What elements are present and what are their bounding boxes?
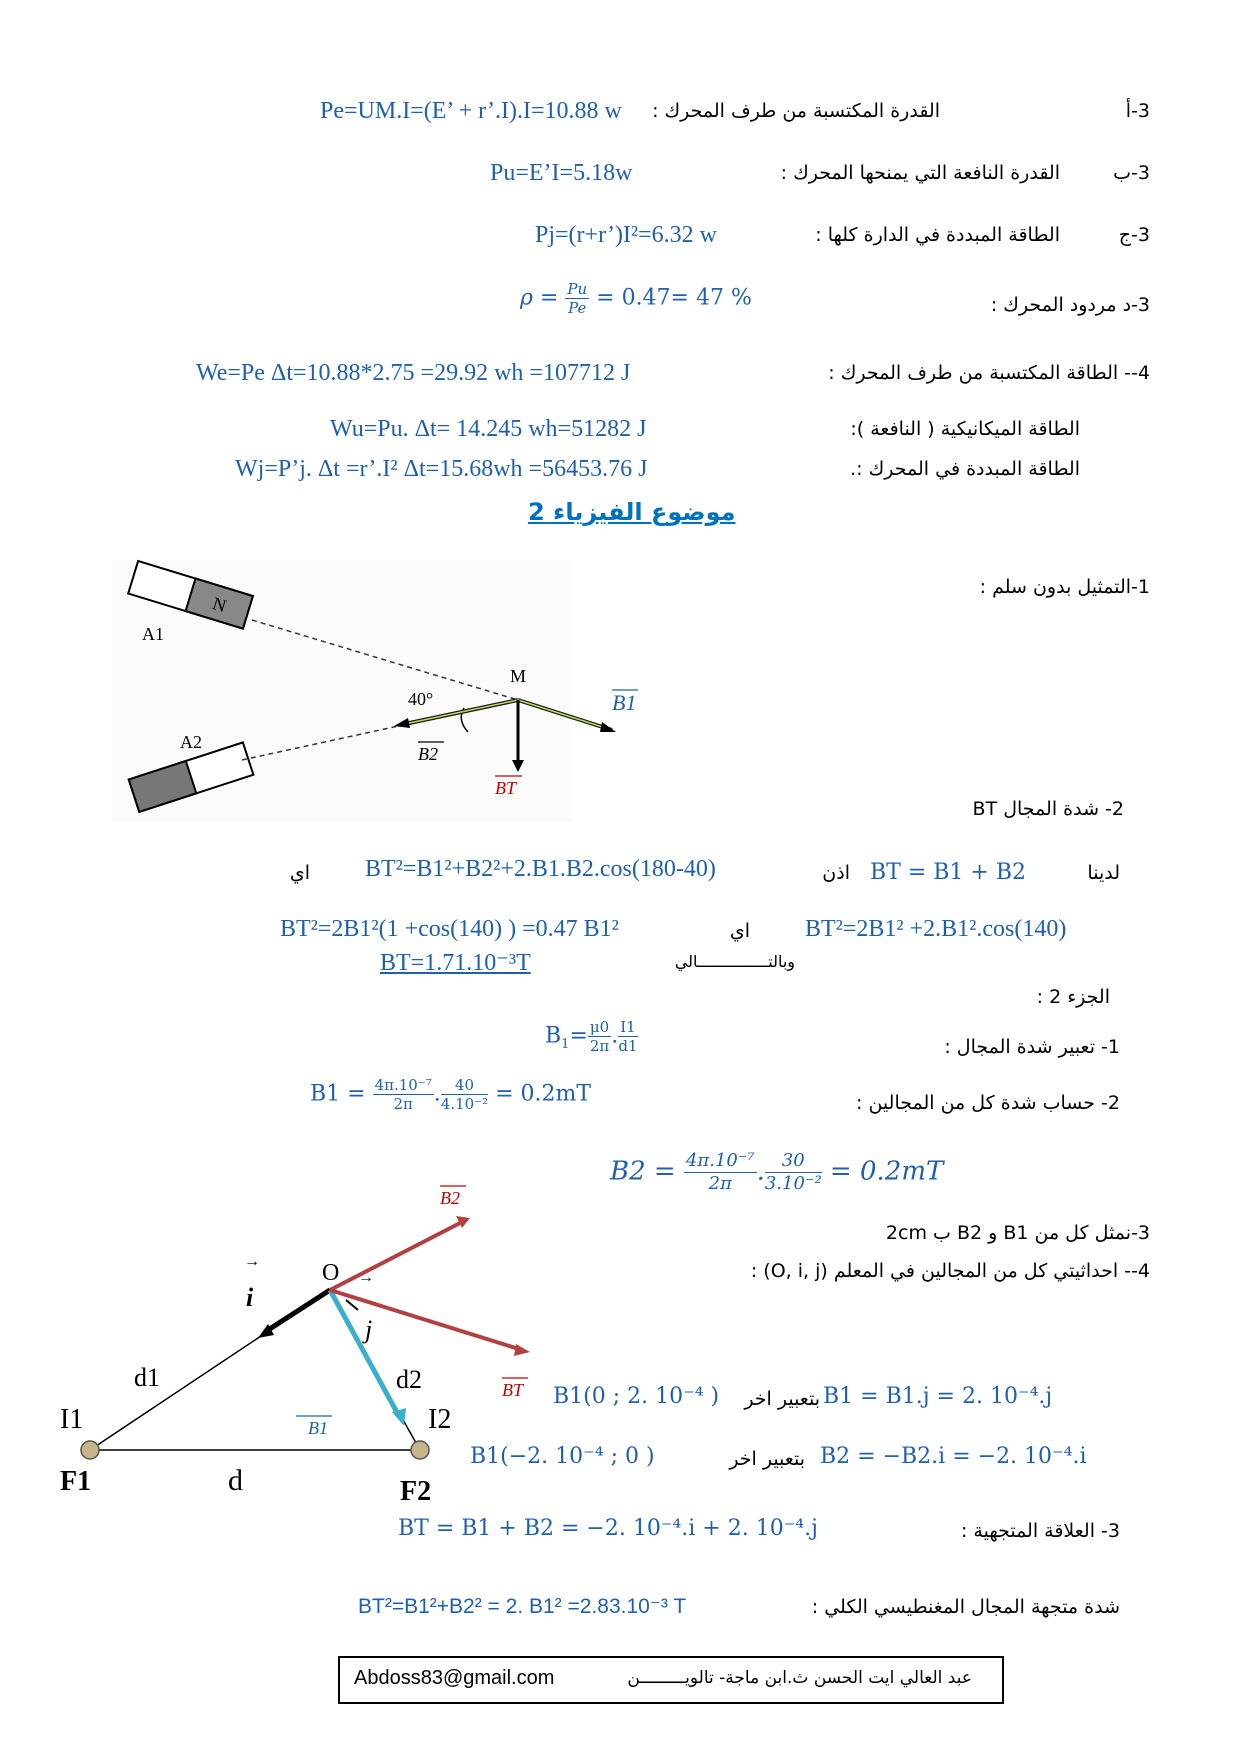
- svg-text:→: →: [358, 1269, 374, 1286]
- p2-wabilt: وبالتـــــــــــــــالي: [674, 952, 795, 971]
- p2-p6-eq: BT²=B1²+B2² = 2. B1² =2.83.10⁻³ T: [358, 1595, 687, 1618]
- label-n: N: [210, 593, 229, 617]
- label-b2: B2: [418, 744, 438, 764]
- p2-b1-vec: B1 = B1.j = 2. 10⁻⁴.j: [823, 1384, 1053, 1409]
- p2-p2-text: 2- حساب شدة كل من المجالين :: [856, 1092, 1120, 1114]
- label-i2: I2: [428, 1404, 452, 1435]
- label-bt: BT: [495, 778, 517, 798]
- wires-figure: [60, 1160, 570, 1520]
- label-d: d: [228, 1464, 243, 1497]
- p2-p3-text: 3-نمثل كل من B1 و B2 ب 2cm: [885, 1222, 1150, 1244]
- q4-eq: We=Pe Δt=10.88*2.75 =29.92 wh =107712 J: [196, 360, 631, 386]
- label-a2: A2: [180, 732, 202, 752]
- p2-idhan: اذن: [822, 862, 850, 884]
- label-d2: d2: [396, 1365, 422, 1394]
- p2-p4-text: 4-- احداثيتي كل من المجالين في المعلم (O, i, j) :: [750, 1260, 1150, 1282]
- wire-i1: [81, 1441, 99, 1459]
- q3a-eq: Pe=UM.I=(E’ + r’.I).I=10.88 w: [320, 98, 622, 124]
- p2-p5-text: 3- العلاقة المتجهية :: [960, 1520, 1120, 1542]
- p2-eq3: BT²=2B1²(1 +cos(140) ) =0.47 B1²: [280, 916, 619, 942]
- p2-b1-coord: B1(0 ; 2. 10⁻⁴ ): [553, 1384, 720, 1409]
- p2-p2-eq-b2: B2 = $\frac{\text{4π.10⁻⁷}}{2\pi}$ . $\frac{30}{\text{3.10⁻²}}$ = 0.2mT: [610, 1150, 944, 1194]
- label-f1: F1: [60, 1466, 92, 1497]
- p2-p2-eq-b1: B1 = $\frac{\text{4π.10⁻⁷}}{2\pi}$ . $\frac{40}{\text{4.10⁻²}}$ = 0.2mT: [310, 1076, 592, 1113]
- label-o: O: [322, 1260, 340, 1286]
- q3b-eq: Pu=E’I=5.18w: [490, 160, 633, 186]
- p2-ay1: اي: [289, 862, 310, 884]
- footer-email: Abdoss83@gmail.com: [354, 1667, 555, 1689]
- p2-b2-coord: B1(−2. 10⁻⁴ ; 0 ): [470, 1444, 655, 1469]
- juz2: الجزء 2 :: [1036, 986, 1110, 1008]
- footer-box: [338, 1656, 1004, 1704]
- footer-author: عبد العالي ايت الحسن ث.ابن ماجة- تالويـــــــــن: [627, 1668, 972, 1688]
- p2-p6-text: شدة متجهة المجال المغنطيسي الكلي :: [811, 1596, 1120, 1618]
- p2-eq2: BT²=2B1² +2.B1².cos(140): [805, 916, 1067, 942]
- q3a-text: القدرة المكتسبة من طرف المحرك :: [652, 100, 940, 122]
- label-i: i: [246, 1283, 254, 1312]
- q3c-label: 3-ج: [1118, 224, 1150, 246]
- q3d-text: 3-د مردود المحرك :: [990, 294, 1150, 316]
- label-b1-cyan: B1: [308, 1418, 328, 1438]
- p2-b1-expr: بتعبير اخر: [744, 1388, 820, 1410]
- p2-vec-sum: BT = B1 + B2: [870, 860, 1027, 885]
- p2-ladina: لدينا: [1087, 862, 1120, 884]
- vector-i: [265, 1290, 330, 1332]
- label-bt-red: BT: [502, 1380, 524, 1400]
- wire-i2: [411, 1441, 429, 1459]
- q3b-text: القدرة النافعة التي يمنحها المحرك :: [780, 162, 1060, 184]
- svg-text:→: →: [244, 1253, 260, 1270]
- p2-p1-text: 1- تعبير شدة المجال :: [944, 1036, 1120, 1058]
- q4b-text: الطاقة الميكانيكية ( النافعة ):: [850, 418, 1080, 440]
- p2-eq1: BT²=B1²+B2²+2.B1.B2.cos(180-40): [365, 856, 716, 882]
- magnets-figure: [112, 560, 637, 822]
- label-f2: F2: [400, 1476, 432, 1507]
- label-m: M: [510, 666, 527, 686]
- p2-q2: 2- شدة المجال BT: [972, 798, 1124, 820]
- q3c-text: الطاقة المبددة في الدارة كلها :: [815, 224, 1060, 246]
- p2-q1: 1-التمثيل بدون سلم :: [979, 576, 1150, 598]
- p2-p1-eq: $B_1=$ $\frac{\mu 0}{2\pi}$ . $\frac{I1}{d1}$: [545, 1018, 638, 1055]
- q4c-eq: Wj=P’j. Δt =r’.I² Δt=15.68wh =56453.76 J: [235, 456, 648, 482]
- p2-result: BT=1.71.10⁻³T: [380, 950, 531, 976]
- p2-b2-expr: بتعبير اخر: [729, 1448, 805, 1470]
- label-b2-red: B2: [440, 1188, 460, 1208]
- q3a-label: 3-أ: [1125, 100, 1150, 122]
- label-b1: B1: [612, 690, 637, 715]
- q4-text: 4-- الطاقة المكتسبة من طرف المحرك :: [828, 362, 1150, 384]
- p2-b2-vec: B2 = −B2.i = −2. 10⁻⁴.i: [820, 1444, 1087, 1469]
- label-i1: I1: [60, 1404, 84, 1435]
- part2-title: موضوع الفيزياء 2: [528, 498, 736, 526]
- vector-b2-red: [330, 1222, 462, 1290]
- q4c-text: الطاقة المبددة في المحرك :.: [850, 458, 1080, 480]
- label-j: j: [365, 1315, 373, 1344]
- q4b-eq: Wu=Pu. Δt= 14.245 wh=51282 J: [330, 416, 647, 442]
- q3b-label: 3-ب: [1113, 162, 1150, 184]
- label-d1: d1: [134, 1363, 160, 1392]
- label-a1: A1: [142, 624, 164, 644]
- p2-ay2: اي: [729, 920, 750, 942]
- q3d-eq: ρ = $\frac{Pu}{Pe}$ = 0.47= 47 %: [520, 280, 752, 317]
- q3c-eq: Pj=(r+r’)I²=6.32 w: [535, 222, 717, 248]
- p2-p5-eq: BT = B1 + B2 = −2. 10⁻⁴.i + 2. 10⁻⁴.j: [398, 1516, 818, 1541]
- label-angle: 40°: [408, 689, 434, 709]
